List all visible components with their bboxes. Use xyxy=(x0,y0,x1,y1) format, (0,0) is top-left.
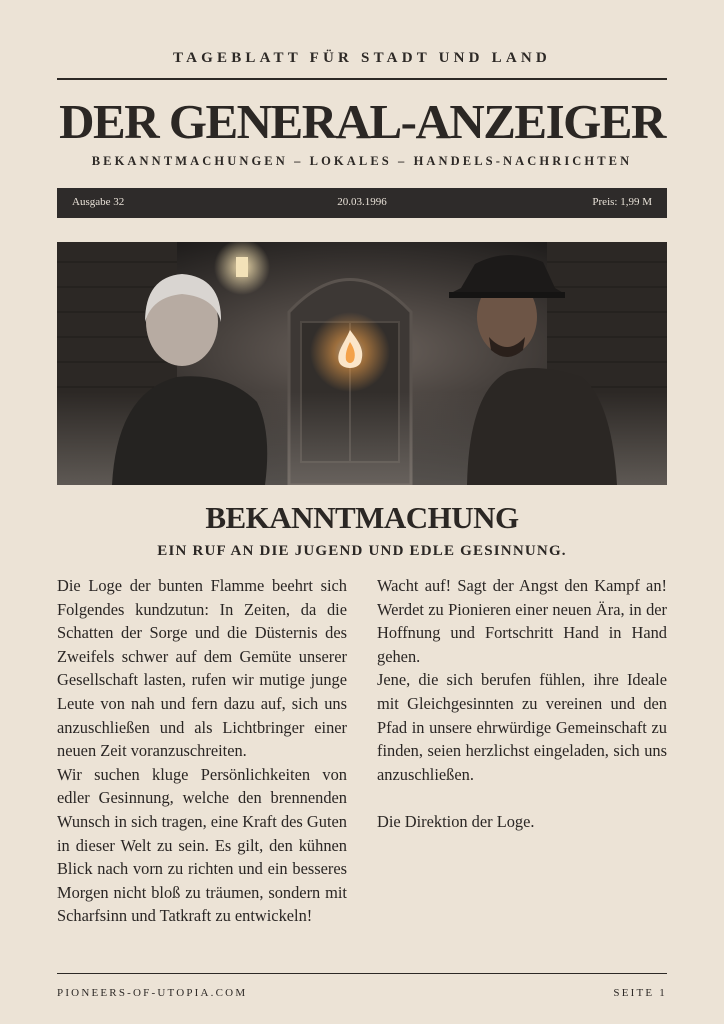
issue-date: 20.03.1996 xyxy=(337,196,387,208)
article-signature: Die Direktion der Loge. xyxy=(377,811,535,831)
issue-number: Ausgabe 32 xyxy=(72,196,125,208)
article-body xyxy=(57,574,667,964)
footer-rule xyxy=(57,973,667,974)
masthead-subline: BEKANNTMACHUNGEN – LOKALES – HANDELS-NACHRICHTEN xyxy=(91,154,633,168)
footer-page-number: SEITE 1 xyxy=(613,987,667,999)
issue-price: Preis: 1,99 M xyxy=(592,196,652,208)
hero-photo xyxy=(57,242,667,485)
masthead-title: DER GENERAL-ANZEIGER xyxy=(59,94,665,149)
masthead-rule xyxy=(57,78,667,80)
tagline: TAGEBLATT FÜR STADT UND LAND xyxy=(173,50,551,66)
article-paragraph: Wacht auf! Sagt der Angst den Kampf an! Werdet zu Pionieren einer neuen Ära, in der Hoffnung und Fortschritt Hand in Hand gehen. xyxy=(377,576,667,666)
article-subheadline: EIN RUF AN DIE JUGEND UND EDLE GESINNUNG. xyxy=(157,543,567,559)
article-paragraph: Jene, die sich berufen fühlen, ihre Ideale mit Gleichgesinnten zu vereinen und den Pfad in unsere ehrwürdige Gemeinschaft zu finden, seien herzlichst eingeladen, sich uns anzuschließen. xyxy=(377,670,667,784)
article-paragraph: Die Loge der bunten Flamme beehrt sich Folgendes kundzutun: In Zeiten, da die Schatten der Sorge und die Düsternis des Zweifels schwer auf dem Gemüte unserer Gesellschaft lasten, rufen wir mutige junge Leute von nah und fern dazu auf, sich uns anzuschließen und als Lichtbringer einer neuen Zeit voranzuschreiten. xyxy=(57,576,347,761)
article-headline: BEKANNTMACHUNG xyxy=(205,500,519,535)
footer-website: PIONEERS-OF-UTOPIA.COM xyxy=(57,987,248,999)
article-paragraph: Wir suchen kluge Persönlichkeiten von edler Gesinnung, welche den brennenden Wunsch in sich tragen, eine Kraft des Guten in dieser Welt zu sein. Es gilt, den kühnen Blick nach vorn zu richten und ein besseres Morgen nicht bloß zu träumen, sondern mit Scharfsinn und Tatkraft zu entwickeln! xyxy=(57,764,347,926)
issue-info-bar xyxy=(57,188,667,218)
